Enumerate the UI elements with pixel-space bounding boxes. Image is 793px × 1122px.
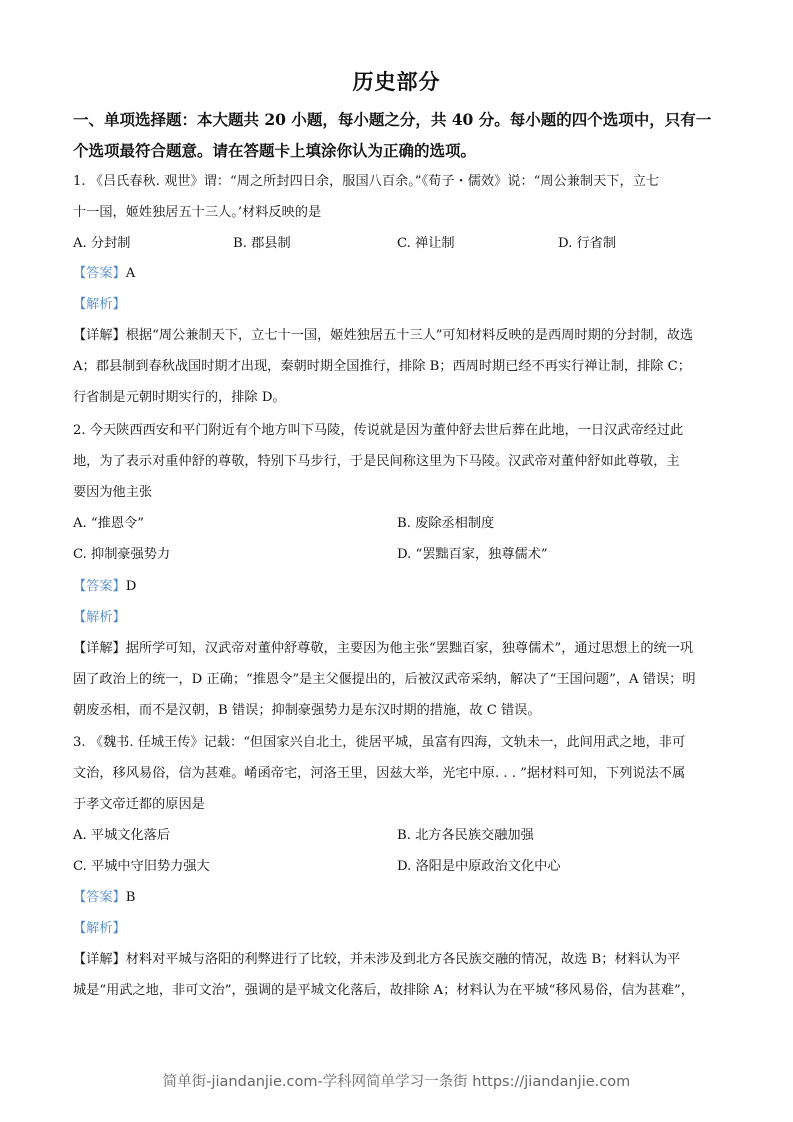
question-stem-line: 要因为他主张 bbox=[73, 485, 153, 500]
detail-line: 固了政治上的统一，D 正确；“推恩令”是主父偃提出的，后被汉武帝采纳，解决了“王国问题”，A 错误；明 bbox=[73, 672, 696, 687]
watermark-footer: 简单街-jiandanjie.com-学科网简单学习一条街 https://jiandanjie.com bbox=[162, 1074, 631, 1090]
option-b: B. 北方各民族交融加强 bbox=[397, 828, 534, 843]
option-c: C. 禅让制 bbox=[397, 236, 455, 251]
analysis-label: 【解析】 bbox=[73, 610, 126, 625]
option-a: A. “推恩令” bbox=[73, 516, 144, 531]
option-d: D. “罢黜百家，独尊儒术” bbox=[397, 547, 548, 562]
detail-text: 根据“周公兼制天下，立七十一国，姬姓独居五十三人”可知材料反映的是西周时期的分封制，故选 bbox=[125, 328, 694, 343]
detail-line: 行省制是元朝时期实行的，排除 D。 bbox=[73, 390, 286, 405]
answer-value: A bbox=[125, 266, 136, 281]
detail-text: 材料对平城与洛阳的利弊进行了比较，并未涉及到北方各民族交融的情况，故选 B；材料认为平 bbox=[125, 952, 681, 967]
option-c: C. 平城中守旧势力强大 bbox=[73, 859, 210, 874]
answer-value: D bbox=[125, 579, 137, 594]
answer-line bbox=[73, 888, 723, 908]
answer-label: 【答案】 bbox=[73, 890, 126, 905]
option-d: D. 行省制 bbox=[558, 236, 617, 251]
question-stem-line: 于孝文帝迁都的原因是 bbox=[73, 797, 205, 812]
option-c: C. 抑制豪强势力 bbox=[73, 547, 171, 562]
question-stem-line: 文治，移风易俗，信为甚难。崤函帝宅，河洛王里，因兹大举，光宅中原. . . ”据材料可知，下列说法不属 bbox=[73, 766, 686, 781]
answer-line bbox=[73, 577, 723, 597]
question-stem-line: 1. 《吕氏春秋. 观世》谓：“周之所封四日余，服国八百余。”《荀子・儒效》说：“周公兼制天下，立七 bbox=[73, 174, 660, 189]
question-stem-line: 3. 《魏书. 任城王传》记载：“但国家兴自北土，徙居平城，虽富有四海，文轨未一，此间用武之地，非可 bbox=[73, 735, 686, 750]
option-b: B. 废除丞相制度 bbox=[397, 516, 495, 531]
answer-value: B bbox=[125, 890, 136, 905]
detail-label: 【详解】 bbox=[73, 641, 126, 656]
page-title: 历史部分 bbox=[352, 69, 441, 94]
detail-label: 【详解】 bbox=[73, 952, 126, 967]
question-stem-line: 2. 今天陕西西安和平门附近有个地方叫下马陵，传说就是因为董仲舒去世后葬在此地，一日汉武帝经过此 bbox=[73, 423, 684, 438]
answer-label: 【答案】 bbox=[73, 579, 126, 594]
detail-line: A；郡县制到春秋战国时期才出现，秦朝时期全国推行，排除 B；西周时期已经不再实行禅让制，排除 C； bbox=[73, 359, 691, 374]
detail-line: 城是“用武之地，非可文治”，强调的是平城文化落后，故排除 A；材料认为在平城“移风易俗，信为甚难”， bbox=[73, 983, 694, 998]
detail-line bbox=[73, 639, 723, 659]
question-stem-line: 地，为了表示对重仲舒的尊敬，特别下马步行，于是民间称这里为下马陵。汉武帝对董仲舒如此尊敬，主 bbox=[73, 454, 680, 469]
analysis-label: 【解析】 bbox=[73, 921, 126, 936]
section-heading-line-1: 一、单项选择题：本大题共 20 小题，每小题之分，共 40 分。每小题的四个选项中，只有一 bbox=[73, 110, 712, 129]
detail-text: 据所学可知，汉武帝对董仲舒尊敬，主要因为他主张“罢黜百家，独尊儒术”，通过思想上的统一巩 bbox=[125, 641, 694, 656]
detail-line bbox=[73, 950, 723, 970]
section-heading-line-2: 个选项最符合题意。请在答题卡上填涂你认为正确的选项。 bbox=[73, 141, 477, 160]
detail-line bbox=[73, 326, 723, 346]
answer-label: 【答案】 bbox=[73, 266, 126, 281]
detail-label: 【详解】 bbox=[73, 328, 126, 343]
analysis-label: 【解析】 bbox=[73, 297, 126, 312]
option-a: A. 分封制 bbox=[73, 236, 131, 251]
option-d: D. 洛阳是中原政治文化中心 bbox=[397, 859, 561, 874]
answer-line bbox=[73, 264, 723, 284]
option-b: B. 郡县制 bbox=[233, 236, 291, 251]
detail-line: 朝废丞相，而不是汉朝，B 错误；抑制豪强势力是东汉时期的措施，故 C 错误。 bbox=[73, 703, 541, 718]
option-a: A. 平城文化落后 bbox=[73, 828, 171, 843]
question-stem-line: 十一国，姬姓独居五十三人。’材料反映的是 bbox=[73, 205, 322, 220]
